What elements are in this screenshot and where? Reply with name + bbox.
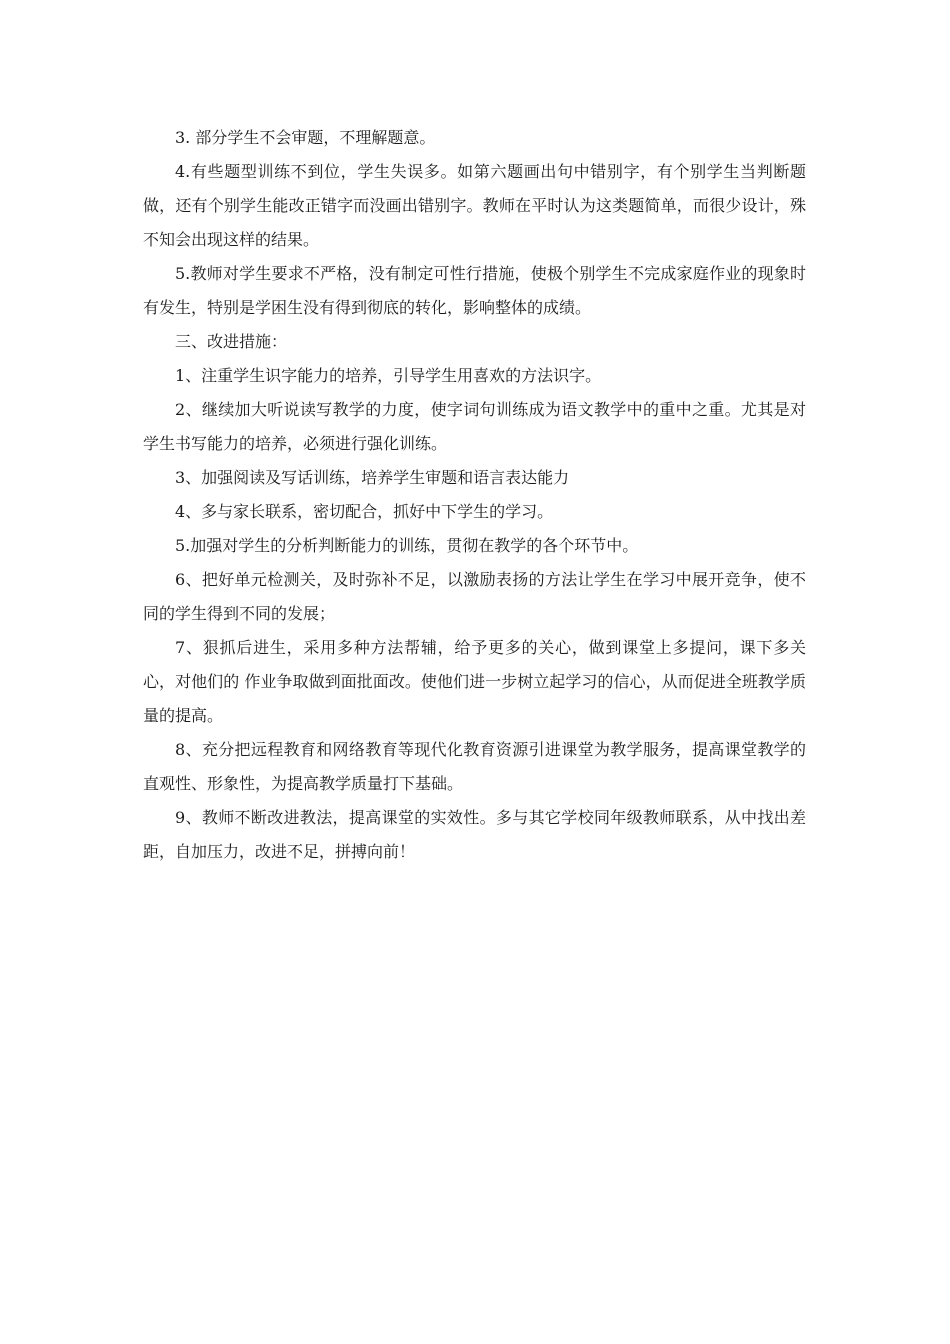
paragraph-measure-7: 7、狠抓后进生，采用多种方法帮辅，给予更多的关心，做到课堂上多提问，课下多关心，对他们的 作业争取做到面批面改。使他们进一步树立起学习的信心，从而促进全班教学质量的提高。 xyxy=(143,638,806,725)
paragraph-issue-5: 5.教师对学生要求不严格，没有制定可性行措施，使极个别学生不完成家庭作业的现象时有发生，特别是学困生没有得到彻底的转化，影响整体的成绩。 xyxy=(143,264,806,317)
paragraph-measure-2: 2、继续加大听说读写教学的力度，使字词句训练成为语文教学中的重中之重。尤其是对学生书写能力的培养，必须进行强化训练。 xyxy=(143,400,806,453)
paragraph-measure-3: 3、加强阅读及写话训练，培养学生审题和语言表达能力 xyxy=(175,468,570,487)
paragraph-issue-4: 4.有些题型训练不到位，学生失误多。如第六题画出句中错别字，有个别学生当判断题做，还有个别学生能改正错字而没画出错别字。教师在平时认为这类题简单，而很少设计，殊不知会出现这样的结果。 xyxy=(143,162,806,249)
document-body xyxy=(143,121,806,869)
paragraph-measure-8: 8、充分把远程教育和网络教育等现代化教育资源引进课堂为教学服务，提高课堂教学的直观性、形象性，为提高教学质量打下基础。 xyxy=(143,740,806,793)
paragraph-measure-6: 6、把好单元检测关，及时弥补不足，以激励表扬的方法让学生在学习中展开竞争，使不同的学生得到不同的发展； xyxy=(143,570,806,623)
paragraph-measure-1: 1、注重学生识字能力的培养，引导学生用喜欢的方法识字。 xyxy=(175,366,602,385)
paragraph-measure-9: 9、教师不断改进教法，提高课堂的实效性。多与其它学校同年级教师联系，从中找出差距，自加压力，改进不足，拼搏向前！ xyxy=(143,808,806,861)
paragraph-measure-5: 5.加强对学生的分析判断能力的训练，贯彻在教学的各个环节中。 xyxy=(175,536,639,555)
paragraph-measure-4: 4、多与家长联系，密切配合，抓好中下学生的学习。 xyxy=(175,502,554,521)
paragraph-issue-3: 3. 部分学生不会审题，不理解题意。 xyxy=(175,128,436,147)
section-heading-improvements: 三、改进措施： xyxy=(175,332,288,351)
